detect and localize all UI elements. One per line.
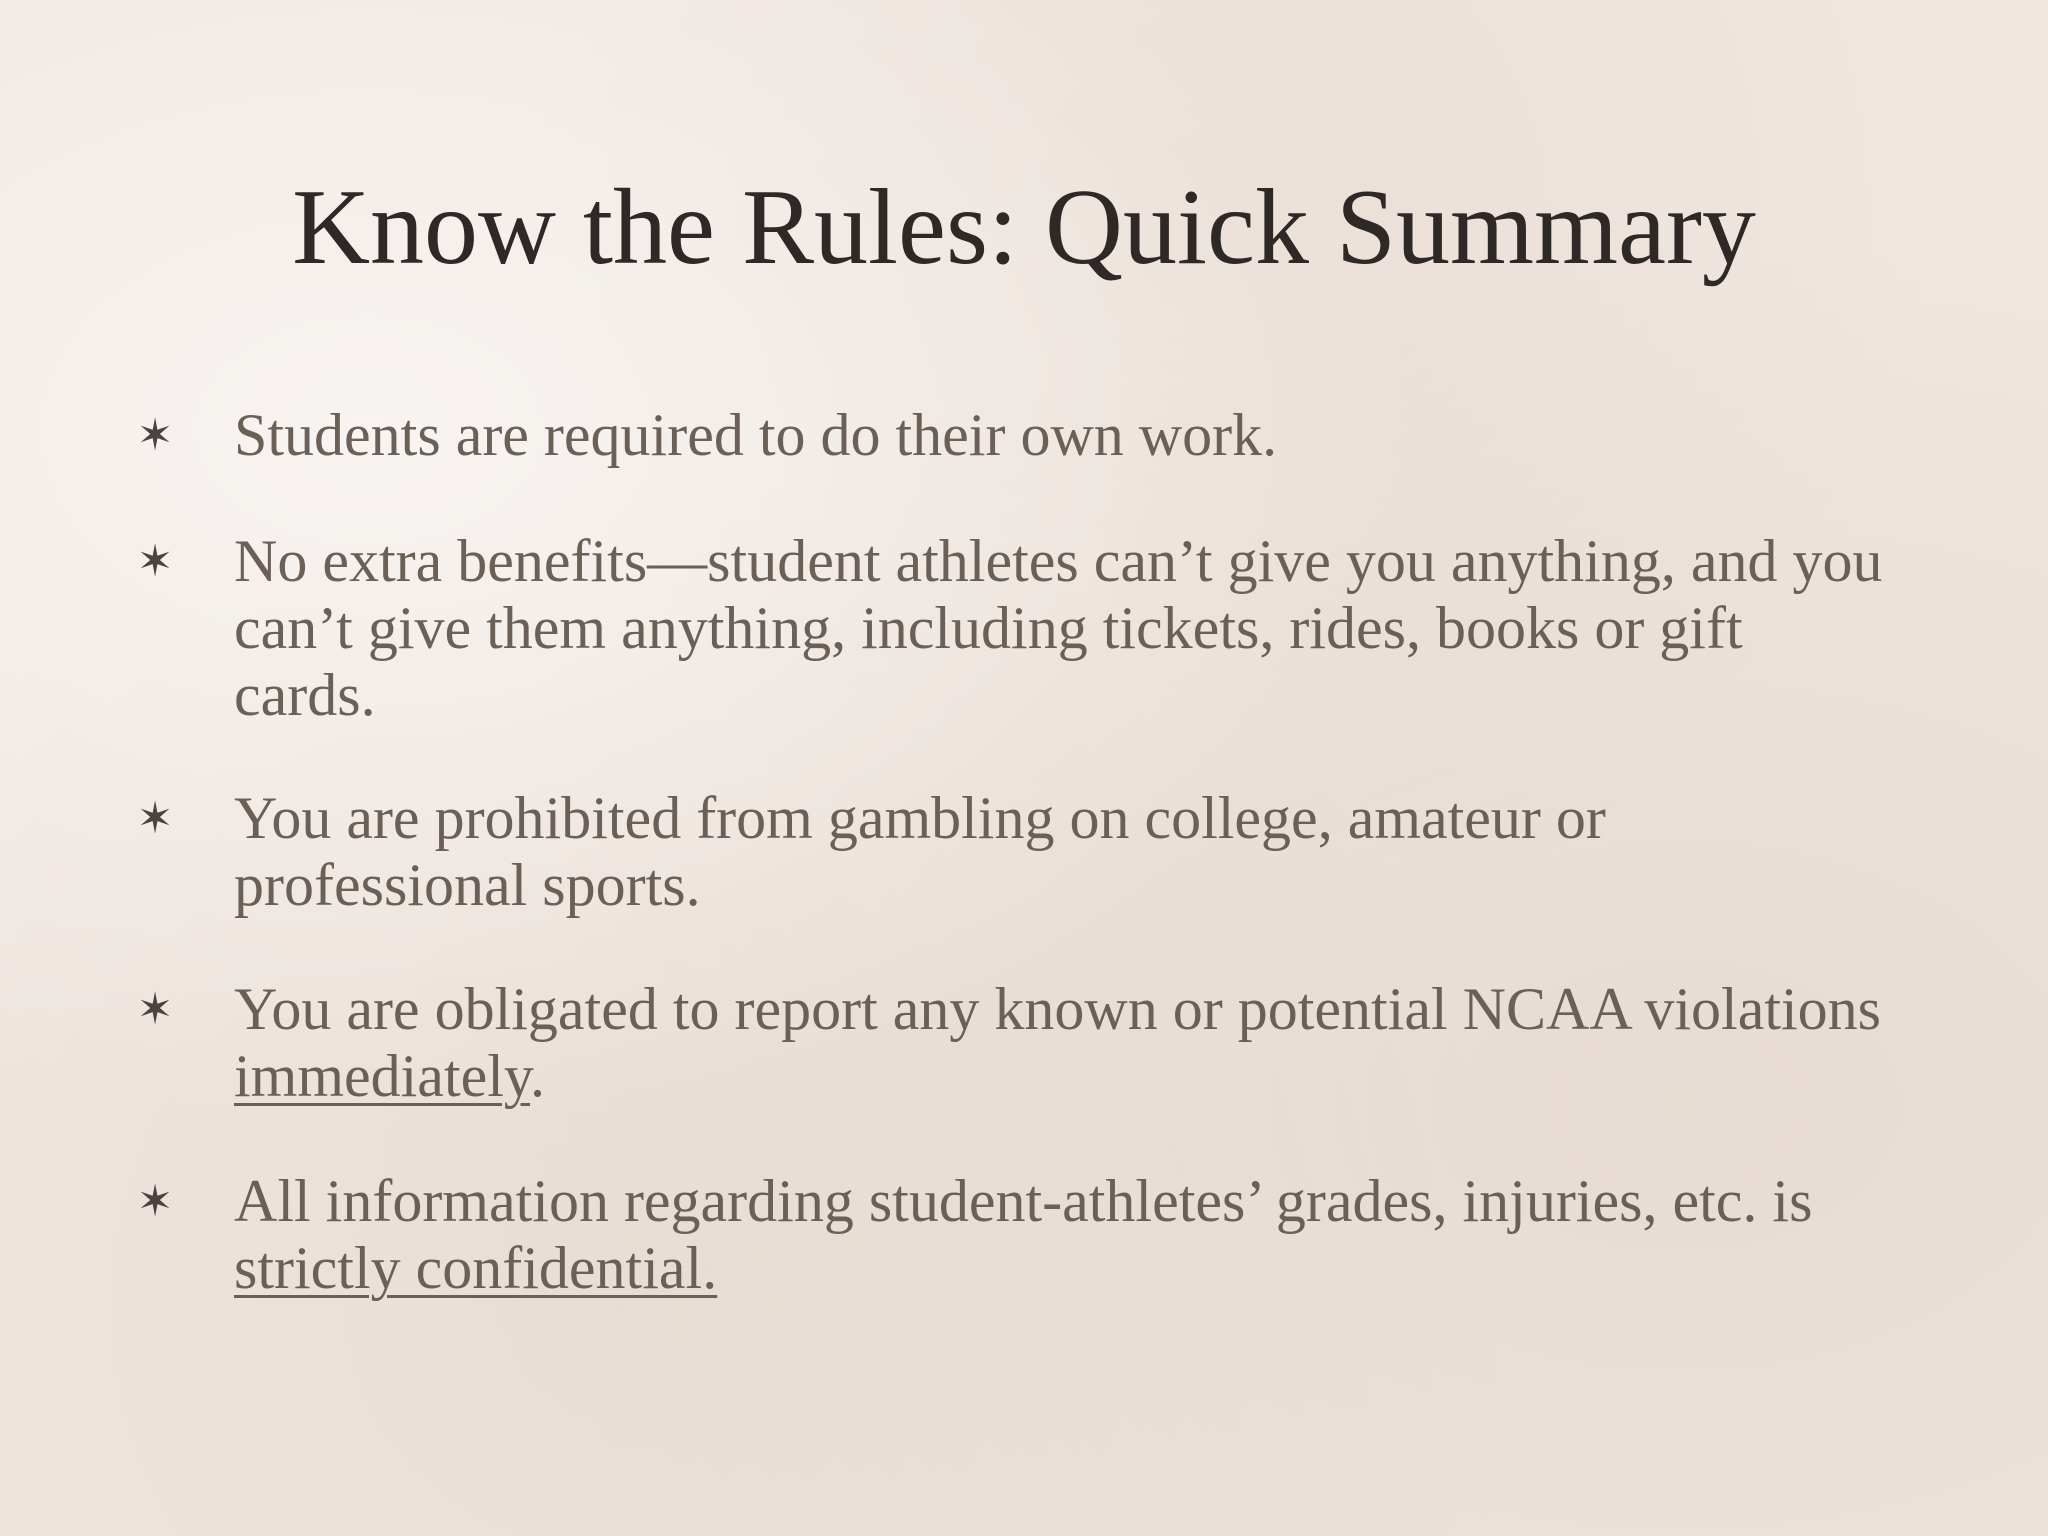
bullet-text-lead: You are obligated to report any known or potential NCAA violations	[234, 976, 1882, 1042]
bullet-text	[234, 976, 1894, 1110]
underlined-emphasis: strictly confidential.	[234, 1235, 718, 1301]
bullet-text: No extra benefits—student athletes can’t give you anything, and you can’t give them anything, including tickets, rides, books or gift cards.	[234, 528, 1883, 728]
underlined-emphasis: immediately	[234, 1043, 531, 1109]
star-bullet-icon: ✶	[136, 1176, 174, 1227]
bullet-text: Students are required to do their own work.	[234, 402, 1278, 468]
star-bullet-icon: ✶	[136, 793, 174, 844]
bullet-text-tail: .	[530, 1043, 546, 1109]
bullet-text: You are prohibited from gambling on college, amateur or professional sports.	[234, 785, 1606, 918]
bullet-text	[234, 1168, 1894, 1302]
star-bullet-icon: ✶	[136, 984, 174, 1035]
star-bullet-icon: ✶	[136, 536, 174, 587]
bullet-text-lead: All information regarding student-athletes’ grades, injuries, etc. is	[234, 1168, 1813, 1234]
star-bullet-icon: ✶	[136, 410, 174, 461]
slide-title: Know the Rules: Quick Summary	[292, 168, 1756, 287]
